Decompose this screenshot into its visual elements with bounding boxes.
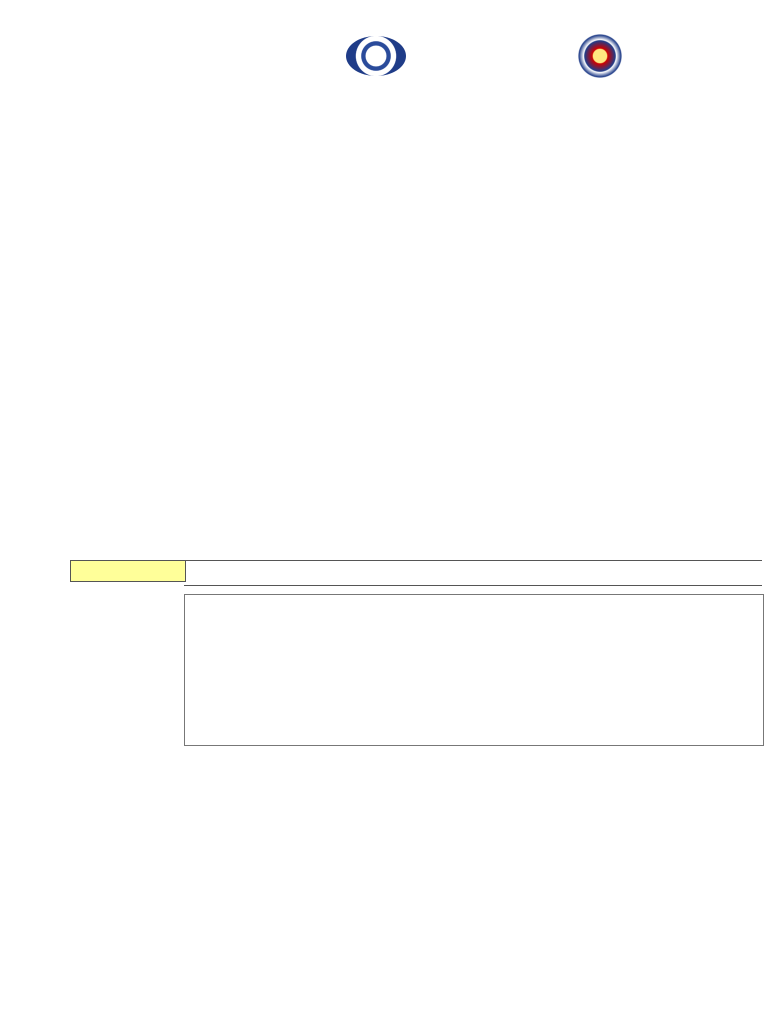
- elective-title: [184, 560, 762, 586]
- elective-area: [184, 594, 764, 746]
- document-header: [0, 44, 768, 76]
- lunch-block: [70, 560, 186, 582]
- school-logo-icon: [576, 32, 624, 80]
- deped-seal-icon: [346, 36, 406, 76]
